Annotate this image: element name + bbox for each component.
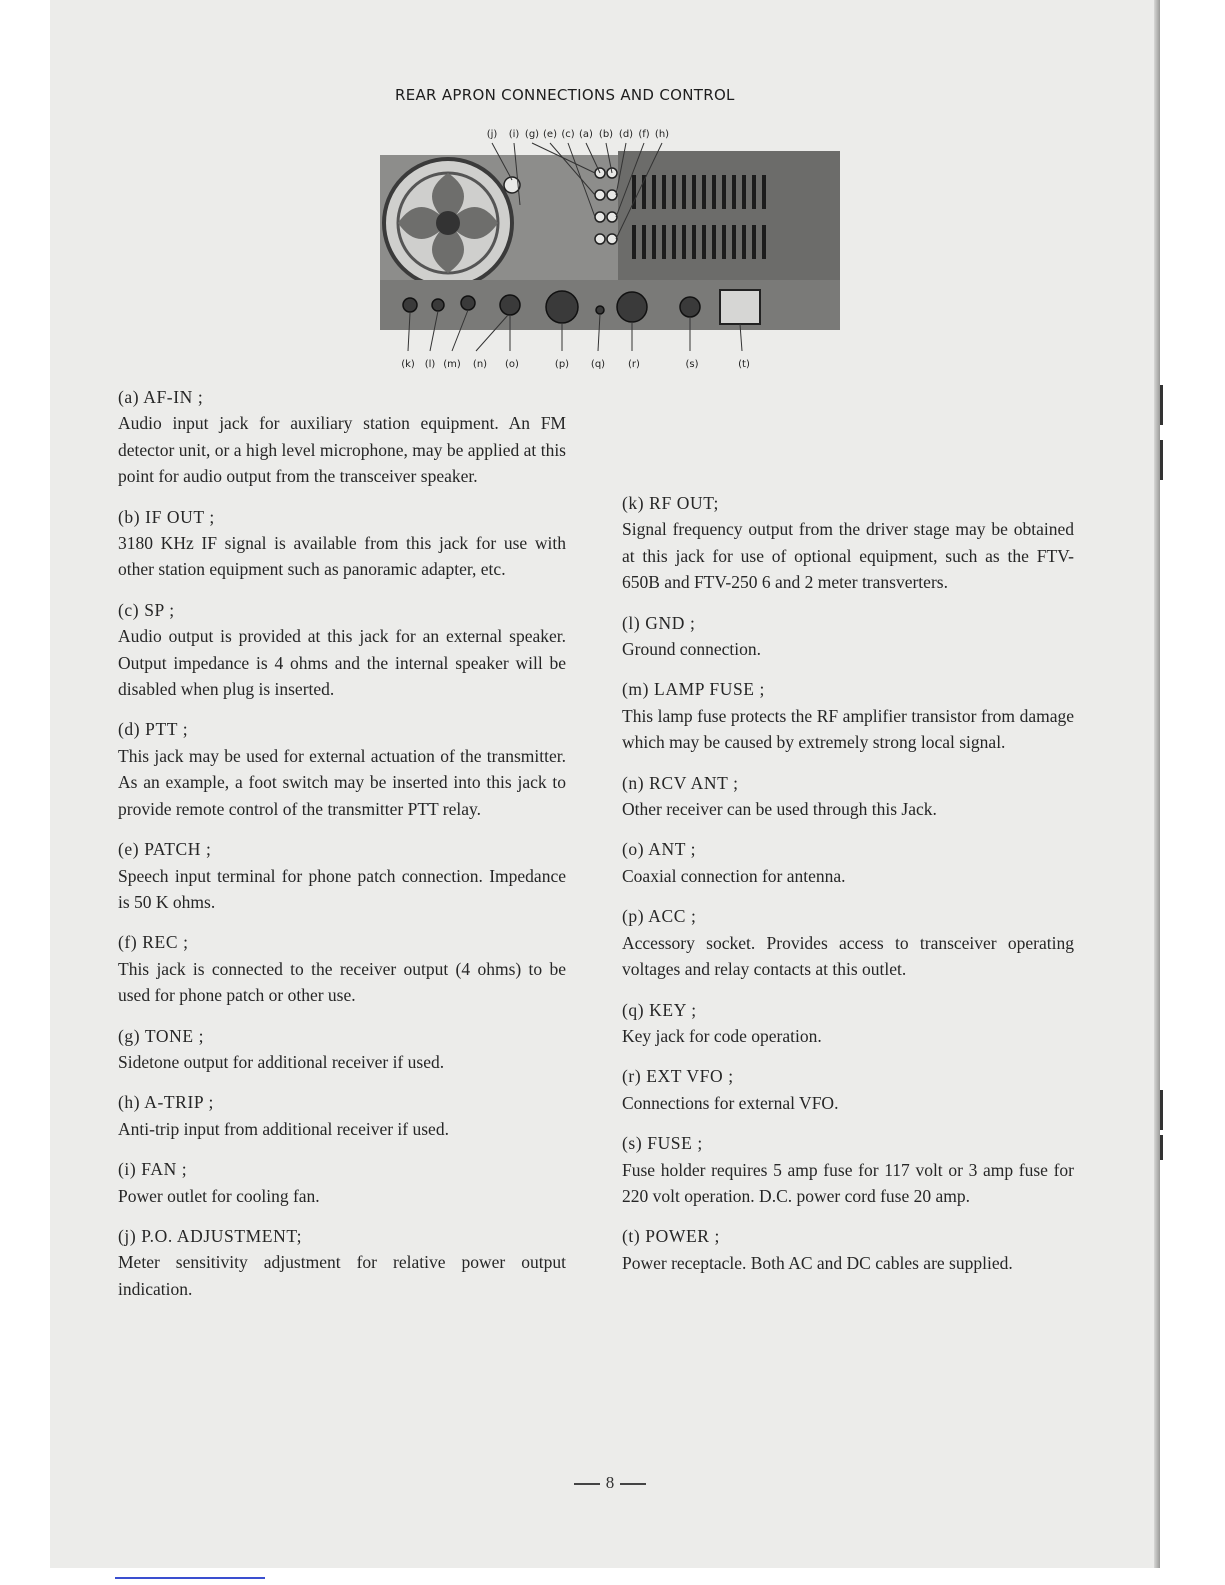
entry-heading: (q) KEY ; <box>622 999 697 1020</box>
callout-label: (f) <box>638 129 650 140</box>
right-column <box>622 490 1074 1290</box>
entry-heading: (h) A-TRIP ; <box>118 1092 214 1113</box>
entry-text: Sidetone output for additional receiver if used. <box>118 1051 445 1072</box>
entry-text: Audio input jack for auxiliary station equipment. An FM detector unit, or a high level microphone, may be applied at this point for audio output from the transceiver speaker. <box>118 413 566 487</box>
entry-text: Speech input terminal for phone patch connection. Impedance is 50 K ohms. <box>118 865 566 912</box>
callout-label: (e) <box>543 129 557 140</box>
entry-heading: (k) RF OUT; <box>622 493 720 513</box>
entry-heading: (o) ANT ; <box>622 839 697 860</box>
entry-text: This lamp fuse protects the RF amplifier transistor from damage which may be caused by extremely strong local signal. <box>622 705 1074 753</box>
left-column <box>118 384 566 1316</box>
callout-label: (k) <box>401 359 415 370</box>
entry-text: This jack may be used for external actuation of the transmitter. As an example, a foot switch may be inserted into this jack to provide remote control of the transmitter PTT relay. <box>118 745 566 819</box>
entry-heading: (n) RCV ANT ; <box>622 772 739 793</box>
entry-af-in <box>118 384 566 490</box>
entry-text: Ground connection. <box>622 639 761 660</box>
entry-ant <box>622 836 1074 889</box>
entry-rcv-ant <box>622 770 1074 823</box>
entry-gnd <box>622 610 1074 663</box>
entry-rec <box>118 929 566 1008</box>
entry-heading: (j) P.O. ADJUSTMENT; <box>118 1225 303 1246</box>
dash-right <box>620 1483 646 1485</box>
entry-po-adjustment <box>118 1223 566 1302</box>
entry-text: Audio output is provided at this jack for an external speaker. Output impedance is 4 ohms and the internal speaker will be disabled when plug is inserted. <box>118 626 566 700</box>
entry-heading: (i) FAN ; <box>118 1159 188 1180</box>
entry-ext-vfo <box>622 1063 1074 1116</box>
entry-heading: (m) LAMP FUSE ; <box>622 679 766 700</box>
entry-tone <box>118 1023 566 1076</box>
entry-heading: (r) EXT VFO ; <box>622 1066 734 1087</box>
rear-apron-photo <box>380 115 840 415</box>
callout-label: (o) <box>505 359 519 370</box>
entry-heading: (c) SP ; <box>118 599 175 620</box>
page-edge-mark <box>1160 385 1163 425</box>
callout-label: (j) <box>486 129 498 140</box>
entry-if-out <box>118 504 566 583</box>
entry-heading: (e) PATCH ; <box>118 839 212 860</box>
connector-strip <box>380 280 840 330</box>
entry-key <box>622 997 1074 1050</box>
power-receptacle <box>720 290 760 324</box>
entry-heading: (l) GND ; <box>622 612 696 633</box>
entry-fuse <box>622 1130 1074 1209</box>
entry-text: Meter sensitivity adjustment for relative power output indication. <box>118 1252 566 1299</box>
callout-label: (g) <box>524 129 540 140</box>
page-edge-mark <box>1160 440 1163 480</box>
page-title: REAR APRON CONNECTIONS AND CONTROL <box>395 86 735 104</box>
entry-heading: (b) IF OUT ; <box>118 506 215 527</box>
callout-label: (i) <box>508 129 520 140</box>
entry-heading: (p) ACC ; <box>622 906 697 927</box>
entry-text: Anti-trip input from additional receiver if used. <box>118 1118 449 1139</box>
entry-rf-out <box>622 490 1074 596</box>
entry-a-trip <box>118 1089 566 1142</box>
entry-heading: (f) REC ; <box>118 932 189 953</box>
page-edge-mark <box>1160 1090 1163 1130</box>
entry-heading: (a) AF-IN ; <box>118 387 204 407</box>
callout-label: (n) <box>472 359 488 370</box>
entry-text: This jack is connected to the receiver output (4 ohms) to be used for phone patch or other use. <box>118 958 566 1006</box>
entry-text: Power outlet for cooling fan. <box>118 1185 320 1206</box>
callout-label: (l) <box>424 359 436 370</box>
entry-patch <box>118 836 566 915</box>
entry-heading: (d) PTT ; <box>118 719 189 740</box>
entry-fan <box>118 1156 566 1209</box>
entry-power <box>622 1223 1074 1276</box>
callout-label: (a) <box>579 129 593 140</box>
entry-text: Fuse holder requires 5 amp fuse for 117 volt or 3 amp fuse for 220 volt operation. D.C. power cord fuse 20 amp. <box>622 1159 1074 1206</box>
entry-text: Other receiver can be used through this Jack. <box>622 799 937 820</box>
callout-label: (c) <box>561 129 575 140</box>
page-number <box>560 1473 660 1493</box>
entry-text: Signal frequency output from the driver stage may be obtained at this jack for use of optional equipment, such as the FTV-650B and FTV-250 6 and 2 meter transverters. <box>622 519 1074 593</box>
callout-label: (t) <box>738 359 750 370</box>
entry-text: Connections for external VFO. <box>622 1092 839 1113</box>
entry-text: Key jack for code operation. <box>622 1025 822 1046</box>
callout-label: (m) <box>443 359 461 370</box>
page-edge-mark <box>1160 1135 1163 1160</box>
scan-artifact-line <box>115 1577 265 1579</box>
entry-heading: (t) POWER ; <box>622 1226 720 1247</box>
callout-label: (h) <box>654 129 670 140</box>
callout-label: (b) <box>598 129 614 140</box>
callout-label: (r) <box>628 359 640 370</box>
dash-left <box>574 1483 600 1485</box>
callout-label: (q) <box>590 359 606 370</box>
entry-acc <box>622 903 1074 982</box>
entry-heading: (s) FUSE ; <box>622 1133 703 1154</box>
callout-label: (p) <box>554 359 570 370</box>
callout-label: (d) <box>618 129 634 140</box>
callout-label: (s) <box>685 359 699 370</box>
page-number-text: 8 <box>605 1473 615 1492</box>
entry-text: 3180 KHz IF signal is available from this jack for use with other station equipment such as panoramic adapter, etc. <box>118 533 566 580</box>
entry-lamp-fuse <box>622 676 1074 755</box>
entry-text: Accessory socket. Provides access to transceiver operating voltages and relay contacts at this outlet. <box>622 932 1074 980</box>
entry-text: Coaxial connection for antenna. <box>622 865 846 886</box>
entry-text: Power receptacle. Both AC and DC cables are supplied. <box>622 1252 1013 1273</box>
entry-heading: (g) TONE ; <box>118 1025 205 1046</box>
entry-ptt <box>118 716 566 822</box>
entry-sp <box>118 597 566 703</box>
